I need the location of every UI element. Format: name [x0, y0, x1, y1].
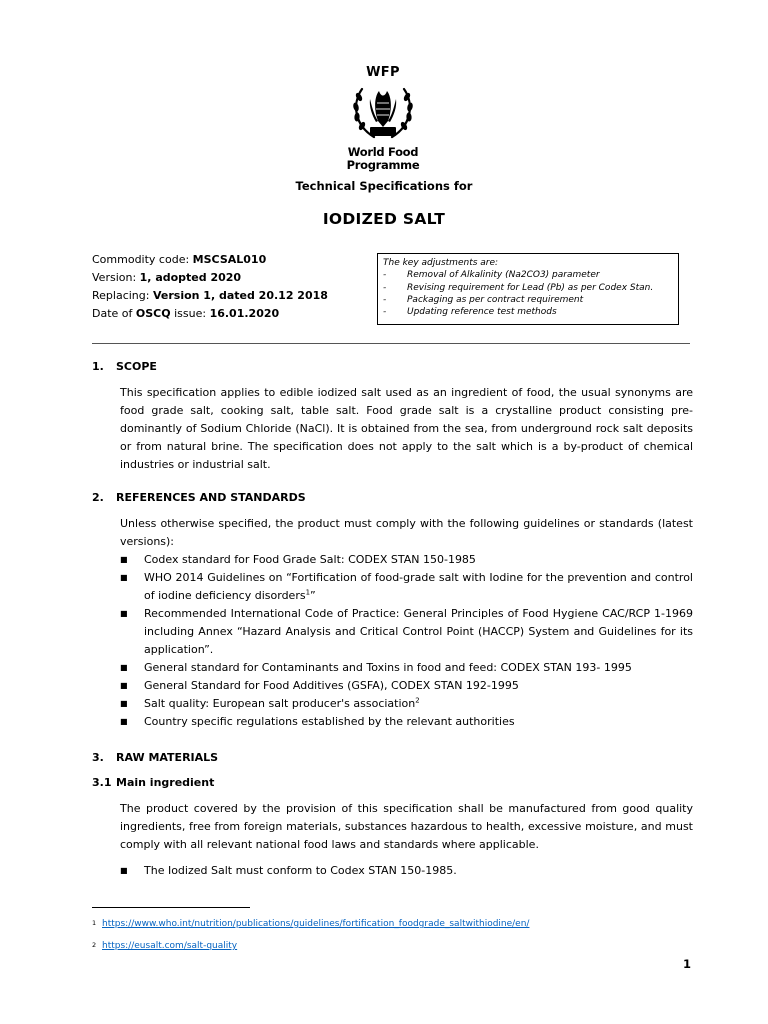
key-adjustments-heading: The key adjustments are:	[383, 258, 499, 268]
list-item: ■ WHO 2014 Guidelines on “Fortification of food-grade salt with Iodine for the prevention and control of iodine deficiency disorders$^1$”	[120, 571, 693, 602]
page-number: 1	[683, 957, 692, 971]
footnote-2: 2 https://eusalt.com/salt-quality	[92, 941, 238, 951]
main-ingredient-list	[120, 862, 693, 880]
list-item: ■ The Iodized Salt must conform to Codex STAN 150-1985.	[120, 864, 457, 877]
list-item: ■ Country specific regulations established by the relevant authorities	[120, 715, 515, 728]
key-adjustment-item: - Revising requirement for Lead (Pb) as per Codex Stan.	[383, 282, 654, 293]
logo-acronym: WFP	[366, 65, 400, 80]
section-heading-references: 2. REFERENCES AND STANDARDS	[92, 491, 306, 504]
footnote-divider	[92, 907, 250, 908]
header-divider	[92, 343, 690, 344]
key-adjustment-item: - Removal of Alkalinity (Na2CO3) parameter	[383, 270, 600, 281]
version-line: Version: 1, adopted 2020	[92, 271, 242, 284]
list-item: ■ General Standard for Food Additives (GSFA), CODEX STAN 192-1995	[120, 679, 519, 692]
wfp-logo	[338, 66, 428, 172]
key-adjustments-box	[377, 253, 679, 325]
wfp-emblem-icon	[348, 81, 418, 143]
footnote-ref: 2	[415, 696, 420, 705]
commodity-code-line: Commodity code: MSCSAL010	[92, 253, 267, 266]
list-item: ■ Recommended International Code of Practice: General Principles of Food Hygiene CAC/RCP 1-1969 including Annex “Hazard Analysis and Critical Control Point (HACCP) System and Guidelines for its application”.	[120, 607, 693, 656]
replacing-line: Replacing: Version 1, dated 20.12 2018	[92, 289, 328, 302]
footnote-1: 1 https://www.who.int/nutrition/publications/guidelines/fortification_foodgrade_saltwithiodine/en/	[92, 919, 530, 929]
list-item: ■ Codex standard for Food Grade Salt: CODEX STAN 150-1985	[120, 553, 476, 566]
list-item: ■ General standard for Contaminants and Toxins in food and feed: CODEX STAN 193- 1995	[120, 661, 632, 674]
scope-paragraph: This specification applies to edible iodized salt used as an ingredient of food, the usual synonyms are food grade salt, cooking salt, table salt. Food grade salt is a crystalline product consisting pre-dominantly of Sodium Chloride (NaCl). It is obtained from the sea, from underground rock salt deposits or from natural brine. The specification does not apply to the salt which is a by-product of chemical industries or industrial salt.	[120, 386, 693, 471]
document-subtitle: Technical Specifications for	[295, 179, 473, 193]
references-intro: Unless otherwise specified, the product must comply with the following guidelines or standards (latest versions):	[120, 517, 693, 548]
logo-org-name: World Food Programme	[346, 145, 420, 172]
references-list	[120, 551, 693, 731]
key-adjustment-item: - Packaging as per contract requirement	[383, 294, 584, 305]
list-item: ■ Salt quality: European salt producer's association$^2$	[120, 696, 420, 710]
section-heading-raw-materials: 3. RAW MATERIALS	[92, 751, 219, 764]
main-ingredient-paragraph: The product covered by the provision of this specification shall be manufactured from good quality ingredients, free from foreign materials, substances hazardous to health, excessive moisture, and must comply with all relevant national food laws and standards where applicable.	[120, 802, 693, 851]
section-heading-scope: 1. SCOPE	[92, 360, 157, 373]
key-adjustment-item: - Updating reference test methods	[383, 307, 557, 318]
footnote-link[interactable]: https://eusalt.com/salt-quality	[102, 941, 238, 951]
footnote-link[interactable]: https://www.who.int/nutrition/publications/guidelines/fortification_foodgrade_saltwithiodine/en/	[102, 919, 530, 929]
subsection-heading-main-ingredient: 3.1 Main ingredient	[92, 776, 215, 789]
document-metadata	[92, 251, 328, 323]
document-title: IODIZED SALT	[322, 210, 446, 228]
oscq-date-line: Date of OSCQ issue: 16.01.2020	[92, 307, 280, 320]
footnote-ref: 1	[305, 588, 311, 597]
